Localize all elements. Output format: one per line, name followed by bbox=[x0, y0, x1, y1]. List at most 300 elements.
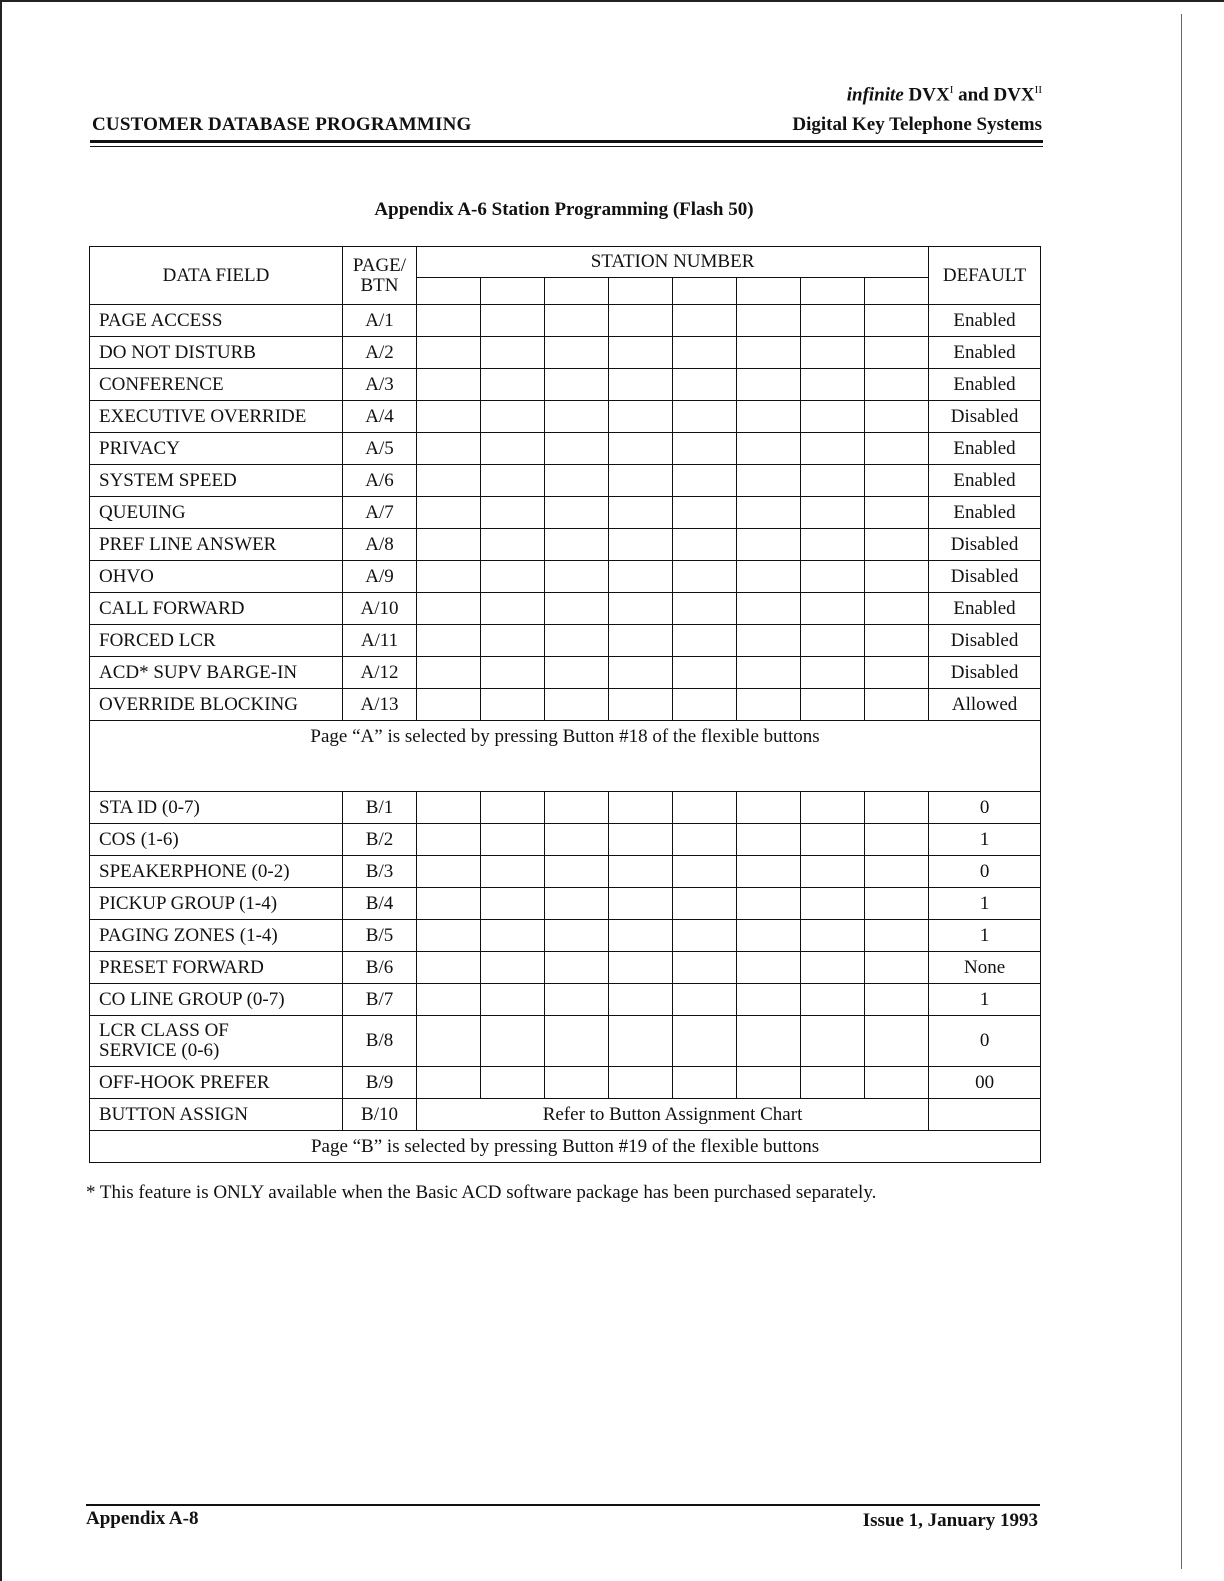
station-cell[interactable] bbox=[801, 1067, 865, 1099]
station-cell[interactable] bbox=[417, 984, 481, 1016]
station-cell[interactable] bbox=[865, 657, 929, 689]
table-row bbox=[90, 984, 1041, 1016]
field-cell: ACD* SUPV BARGE-IN bbox=[90, 657, 343, 689]
default-cell: 0 bbox=[929, 856, 1041, 888]
station-cell[interactable] bbox=[673, 433, 737, 465]
station-cell[interactable] bbox=[545, 401, 609, 433]
page-a-rows bbox=[90, 305, 1041, 721]
station-cell[interactable] bbox=[673, 465, 737, 497]
field-cell: STA ID (0-7) bbox=[90, 792, 343, 824]
station-cell[interactable] bbox=[481, 1067, 545, 1099]
station-cell[interactable] bbox=[545, 305, 609, 337]
col-station-number: STATION NUMBER bbox=[417, 247, 929, 278]
station-cell[interactable] bbox=[481, 593, 545, 625]
station-cell[interactable] bbox=[801, 593, 865, 625]
page-cell: A/4 bbox=[343, 401, 417, 433]
product-dvx2: and DVX bbox=[958, 84, 1035, 106]
station-cell[interactable] bbox=[545, 337, 609, 369]
station-cell[interactable] bbox=[609, 465, 673, 497]
station-cell[interactable] bbox=[865, 888, 929, 920]
station-cell[interactable] bbox=[417, 401, 481, 433]
station-cell[interactable] bbox=[609, 984, 673, 1016]
station-cell[interactable] bbox=[865, 856, 929, 888]
station-cell[interactable] bbox=[801, 401, 865, 433]
station-cell[interactable] bbox=[417, 1067, 481, 1099]
product-dvx1: DVX bbox=[908, 84, 950, 106]
page-cell: A/2 bbox=[343, 337, 417, 369]
station-cell[interactable] bbox=[865, 278, 929, 305]
field-cell: OFF-HOOK PREFER bbox=[90, 1067, 343, 1099]
field-cell: PAGING ZONES (1-4) bbox=[90, 920, 343, 952]
station-cell[interactable] bbox=[545, 856, 609, 888]
station-cell[interactable] bbox=[673, 401, 737, 433]
station-cell[interactable] bbox=[737, 1016, 801, 1067]
station-cell[interactable] bbox=[481, 888, 545, 920]
station-cell[interactable] bbox=[801, 952, 865, 984]
station-cell[interactable] bbox=[865, 952, 929, 984]
station-cell[interactable] bbox=[609, 824, 673, 856]
station-cell[interactable] bbox=[609, 856, 673, 888]
station-cell[interactable] bbox=[609, 561, 673, 593]
station-cell[interactable] bbox=[545, 625, 609, 657]
station-cell[interactable] bbox=[801, 689, 865, 721]
table-row bbox=[90, 369, 1041, 401]
station-cell[interactable] bbox=[673, 984, 737, 1016]
product-title bbox=[847, 84, 1042, 106]
station-cell[interactable] bbox=[801, 497, 865, 529]
station-cell[interactable] bbox=[417, 497, 481, 529]
station-cell[interactable] bbox=[481, 369, 545, 401]
station-cell[interactable] bbox=[545, 792, 609, 824]
page-cell: B/4 bbox=[343, 888, 417, 920]
station-cell[interactable] bbox=[673, 278, 737, 305]
station-cell[interactable] bbox=[865, 433, 929, 465]
footer-page-label: Appendix A-8 bbox=[86, 1508, 199, 1529]
station-cell[interactable] bbox=[737, 1067, 801, 1099]
station-cell[interactable] bbox=[737, 593, 801, 625]
station-cell[interactable] bbox=[481, 952, 545, 984]
station-cell[interactable] bbox=[801, 888, 865, 920]
station-cell[interactable] bbox=[609, 888, 673, 920]
station-cell[interactable] bbox=[609, 305, 673, 337]
station-cell[interactable] bbox=[545, 657, 609, 689]
default-cell: 1 bbox=[929, 920, 1041, 952]
station-cell[interactable] bbox=[417, 305, 481, 337]
page-b-rows bbox=[90, 792, 1041, 1016]
page-title: Appendix A-6 Station Programming (Flash 50) bbox=[374, 199, 754, 220]
station-cell[interactable] bbox=[417, 856, 481, 888]
station-cell[interactable] bbox=[609, 433, 673, 465]
station-cell[interactable] bbox=[481, 920, 545, 952]
station-cell[interactable] bbox=[737, 401, 801, 433]
station-cell[interactable] bbox=[865, 1067, 929, 1099]
station-cell[interactable] bbox=[673, 888, 737, 920]
station-cell[interactable] bbox=[673, 305, 737, 337]
station-cell[interactable] bbox=[865, 824, 929, 856]
station-cell[interactable] bbox=[609, 792, 673, 824]
station-cell[interactable] bbox=[737, 952, 801, 984]
table-header bbox=[90, 247, 1041, 305]
station-cell[interactable] bbox=[481, 337, 545, 369]
default-cell: Allowed bbox=[929, 689, 1041, 721]
default-cell: Enabled bbox=[929, 433, 1041, 465]
station-cell[interactable] bbox=[865, 984, 929, 1016]
field-cell: PAGE ACCESS bbox=[90, 305, 343, 337]
page-b-note: Page “B” is selected by pressing Button #19 of the flexible buttons bbox=[90, 1131, 1041, 1163]
table-row bbox=[90, 593, 1041, 625]
page-cell: A/3 bbox=[343, 369, 417, 401]
table-row bbox=[90, 792, 1041, 824]
page-cell: B/10 bbox=[343, 1099, 417, 1131]
station-cell[interactable] bbox=[481, 401, 545, 433]
station-cell[interactable] bbox=[417, 278, 481, 305]
page-cell: A/13 bbox=[343, 689, 417, 721]
page-cell: B/6 bbox=[343, 952, 417, 984]
station-cell[interactable] bbox=[673, 1067, 737, 1099]
station-cell[interactable] bbox=[609, 337, 673, 369]
page-cell: A/11 bbox=[343, 625, 417, 657]
station-cell[interactable] bbox=[609, 952, 673, 984]
station-cell[interactable] bbox=[417, 689, 481, 721]
station-cell[interactable] bbox=[865, 529, 929, 561]
station-cell[interactable] bbox=[737, 888, 801, 920]
table-row bbox=[90, 561, 1041, 593]
default-cell: Disabled bbox=[929, 529, 1041, 561]
station-cell[interactable] bbox=[481, 497, 545, 529]
station-cell[interactable] bbox=[737, 497, 801, 529]
station-cell[interactable] bbox=[673, 561, 737, 593]
station-cell[interactable] bbox=[801, 984, 865, 1016]
header-rule bbox=[90, 140, 1043, 143]
table-row bbox=[90, 401, 1041, 433]
station-cell[interactable] bbox=[673, 529, 737, 561]
page-cell: A/8 bbox=[343, 529, 417, 561]
table-row bbox=[90, 1067, 1041, 1099]
station-cell[interactable] bbox=[865, 305, 929, 337]
station-cell[interactable] bbox=[737, 433, 801, 465]
station-cell[interactable] bbox=[481, 529, 545, 561]
station-cell[interactable] bbox=[545, 369, 609, 401]
station-cell[interactable] bbox=[417, 657, 481, 689]
station-cell[interactable] bbox=[417, 433, 481, 465]
station-cell[interactable] bbox=[673, 593, 737, 625]
station-cell[interactable] bbox=[609, 1067, 673, 1099]
page-border-top bbox=[0, 0, 1224, 2]
station-cell[interactable] bbox=[545, 1016, 609, 1067]
table-row bbox=[90, 657, 1041, 689]
station-cell[interactable] bbox=[481, 625, 545, 657]
station-cell[interactable] bbox=[417, 824, 481, 856]
station-cell[interactable] bbox=[417, 369, 481, 401]
col-page-btn bbox=[343, 247, 417, 305]
station-cell[interactable] bbox=[801, 920, 865, 952]
footer-rule bbox=[86, 1504, 1040, 1506]
section-title: CUSTOMER DATABASE PROGRAMMING bbox=[92, 114, 472, 135]
station-cell[interactable] bbox=[865, 593, 929, 625]
station-cell[interactable] bbox=[545, 888, 609, 920]
station-cell[interactable] bbox=[609, 529, 673, 561]
station-cell[interactable] bbox=[865, 792, 929, 824]
default-cell: Enabled bbox=[929, 369, 1041, 401]
station-cell[interactable] bbox=[737, 689, 801, 721]
page-cell: B/9 bbox=[343, 1067, 417, 1099]
default-cell: Enabled bbox=[929, 465, 1041, 497]
page-cell: A/7 bbox=[343, 497, 417, 529]
station-cell[interactable] bbox=[673, 856, 737, 888]
field-cell: COS (1-6) bbox=[90, 824, 343, 856]
station-cell[interactable] bbox=[545, 529, 609, 561]
station-cell[interactable] bbox=[545, 689, 609, 721]
station-cell[interactable] bbox=[417, 337, 481, 369]
station-programming-table bbox=[89, 246, 1041, 1163]
default-cell: Enabled bbox=[929, 497, 1041, 529]
station-cell[interactable] bbox=[801, 278, 865, 305]
station-cell[interactable] bbox=[801, 625, 865, 657]
table-row bbox=[90, 920, 1041, 952]
station-cell[interactable] bbox=[865, 561, 929, 593]
page-a-note: Page “A” is selected by pressing Button #18 of the flexible buttons bbox=[90, 721, 1041, 792]
table-row bbox=[90, 1016, 1041, 1067]
station-cell[interactable] bbox=[481, 792, 545, 824]
field-cell: EXECUTIVE OVERRIDE bbox=[90, 401, 343, 433]
field-cell: DO NOT DISTURB bbox=[90, 337, 343, 369]
field-cell: PICKUP GROUP (1-4) bbox=[90, 888, 343, 920]
table-row bbox=[90, 337, 1041, 369]
default-cell: None bbox=[929, 952, 1041, 984]
table-row bbox=[90, 497, 1041, 529]
station-cell[interactable] bbox=[609, 920, 673, 952]
station-cell[interactable] bbox=[609, 278, 673, 305]
station-cell[interactable] bbox=[865, 625, 929, 657]
default-cell: 0 bbox=[929, 1016, 1041, 1067]
station-cell[interactable] bbox=[481, 657, 545, 689]
station-cell[interactable] bbox=[801, 561, 865, 593]
page-cell: B/7 bbox=[343, 984, 417, 1016]
station-cell[interactable] bbox=[545, 497, 609, 529]
field-cell: CO LINE GROUP (0-7) bbox=[90, 984, 343, 1016]
page-cell: B/5 bbox=[343, 920, 417, 952]
field-cell: FORCED LCR bbox=[90, 625, 343, 657]
station-cell[interactable] bbox=[673, 625, 737, 657]
default-cell: 1 bbox=[929, 888, 1041, 920]
station-cell[interactable] bbox=[481, 433, 545, 465]
product-sup1: I bbox=[949, 84, 954, 96]
station-cell[interactable] bbox=[737, 920, 801, 952]
default-cell: Enabled bbox=[929, 337, 1041, 369]
station-cell[interactable] bbox=[801, 856, 865, 888]
station-cell[interactable] bbox=[417, 888, 481, 920]
station-cell[interactable] bbox=[545, 278, 609, 305]
station-cell[interactable] bbox=[417, 593, 481, 625]
station-cell[interactable] bbox=[737, 625, 801, 657]
station-cell[interactable] bbox=[865, 497, 929, 529]
lcr-field-cell bbox=[90, 1016, 343, 1067]
default-cell: 0 bbox=[929, 792, 1041, 824]
page-cell: B/2 bbox=[343, 824, 417, 856]
page-border-left bbox=[0, 0, 2, 1581]
page-cell: B/8 bbox=[343, 1016, 417, 1067]
binding-rule bbox=[1181, 14, 1182, 1569]
station-cell[interactable] bbox=[481, 561, 545, 593]
col-default: DEFAULT bbox=[929, 247, 1041, 305]
station-cell[interactable] bbox=[737, 856, 801, 888]
table-row bbox=[90, 888, 1041, 920]
field-cell: BUTTON ASSIGN bbox=[90, 1099, 343, 1131]
station-cell[interactable] bbox=[417, 465, 481, 497]
station-cell[interactable] bbox=[801, 465, 865, 497]
station-cell[interactable] bbox=[609, 1016, 673, 1067]
table-row bbox=[90, 824, 1041, 856]
station-cell[interactable] bbox=[865, 689, 929, 721]
station-cell[interactable] bbox=[865, 337, 929, 369]
station-cell[interactable] bbox=[737, 657, 801, 689]
field-cell: PREF LINE ANSWER bbox=[90, 529, 343, 561]
station-cell[interactable] bbox=[865, 465, 929, 497]
default-cell[interactable] bbox=[929, 1099, 1041, 1131]
default-cell: Enabled bbox=[929, 305, 1041, 337]
table-row bbox=[90, 433, 1041, 465]
station-cell[interactable] bbox=[481, 1016, 545, 1067]
station-cell[interactable] bbox=[737, 305, 801, 337]
station-cell[interactable] bbox=[673, 1016, 737, 1067]
station-cell[interactable] bbox=[865, 401, 929, 433]
lcr-field-line2: SERVICE (0-6) bbox=[99, 1040, 220, 1061]
field-cell: OHVO bbox=[90, 561, 343, 593]
table-row bbox=[90, 689, 1041, 721]
station-cell[interactable] bbox=[609, 689, 673, 721]
station-cell[interactable] bbox=[481, 689, 545, 721]
station-cell[interactable] bbox=[737, 529, 801, 561]
station-cell[interactable] bbox=[609, 657, 673, 689]
page-b-extra-rows bbox=[90, 1016, 1041, 1163]
page-cell: A/12 bbox=[343, 657, 417, 689]
table-row bbox=[90, 529, 1041, 561]
col-data-field: DATA FIELD bbox=[90, 247, 343, 305]
station-cell[interactable] bbox=[609, 625, 673, 657]
field-cell: CONFERENCE bbox=[90, 369, 343, 401]
field-cell: PRIVACY bbox=[90, 433, 343, 465]
station-cell[interactable] bbox=[481, 278, 545, 305]
default-cell: Disabled bbox=[929, 561, 1041, 593]
station-cell[interactable] bbox=[801, 369, 865, 401]
station-cell[interactable] bbox=[801, 1016, 865, 1067]
default-cell: 00 bbox=[929, 1067, 1041, 1099]
station-cell[interactable] bbox=[417, 1016, 481, 1067]
station-cell[interactable] bbox=[481, 984, 545, 1016]
station-cell[interactable] bbox=[737, 824, 801, 856]
page-a-note-section bbox=[90, 721, 1041, 792]
station-cell[interactable] bbox=[673, 337, 737, 369]
station-cell[interactable] bbox=[865, 369, 929, 401]
default-cell: 1 bbox=[929, 824, 1041, 856]
station-cell[interactable] bbox=[545, 952, 609, 984]
station-cell[interactable] bbox=[481, 824, 545, 856]
station-cell[interactable] bbox=[417, 952, 481, 984]
page-cell: B/3 bbox=[343, 856, 417, 888]
station-cell[interactable] bbox=[417, 625, 481, 657]
station-cell[interactable] bbox=[609, 401, 673, 433]
station-cell[interactable] bbox=[673, 952, 737, 984]
station-cell[interactable] bbox=[545, 984, 609, 1016]
station-cell[interactable] bbox=[545, 920, 609, 952]
product-subtitle: Digital Key Telephone Systems bbox=[792, 114, 1042, 135]
station-cell[interactable] bbox=[673, 792, 737, 824]
station-cell[interactable] bbox=[737, 278, 801, 305]
table-row bbox=[90, 952, 1041, 984]
station-cell[interactable] bbox=[609, 593, 673, 625]
brand-name: infinite bbox=[846, 84, 904, 106]
station-cell[interactable] bbox=[801, 824, 865, 856]
station-cell[interactable] bbox=[865, 1016, 929, 1067]
station-cell[interactable] bbox=[801, 792, 865, 824]
station-cell[interactable] bbox=[673, 824, 737, 856]
station-cell[interactable] bbox=[737, 984, 801, 1016]
station-cell[interactable] bbox=[481, 465, 545, 497]
station-cell[interactable] bbox=[801, 305, 865, 337]
station-cell[interactable] bbox=[737, 369, 801, 401]
station-cell[interactable] bbox=[609, 369, 673, 401]
station-cell[interactable] bbox=[417, 561, 481, 593]
station-cell[interactable] bbox=[609, 497, 673, 529]
station-cell[interactable] bbox=[545, 1067, 609, 1099]
default-cell: Disabled bbox=[929, 657, 1041, 689]
table-row bbox=[90, 856, 1041, 888]
station-cell[interactable] bbox=[545, 433, 609, 465]
station-cell[interactable] bbox=[801, 433, 865, 465]
station-cell[interactable] bbox=[545, 561, 609, 593]
page-cell: A/1 bbox=[343, 305, 417, 337]
station-cell[interactable] bbox=[865, 920, 929, 952]
station-cell[interactable] bbox=[673, 689, 737, 721]
button-assignment-note: Refer to Button Assignment Chart bbox=[417, 1099, 929, 1131]
page-cell: A/6 bbox=[343, 465, 417, 497]
station-cell[interactable] bbox=[737, 561, 801, 593]
default-cell: Enabled bbox=[929, 593, 1041, 625]
station-cell[interactable] bbox=[417, 529, 481, 561]
station-cell[interactable] bbox=[737, 337, 801, 369]
station-cell[interactable] bbox=[801, 337, 865, 369]
footer-issue: Issue 1, January 1993 bbox=[862, 1510, 1038, 1531]
col-btn-label: BTN bbox=[360, 274, 399, 296]
header-rule-thin bbox=[90, 146, 1043, 147]
table-row bbox=[90, 465, 1041, 497]
station-cell[interactable] bbox=[673, 920, 737, 952]
col-page-label: PAGE/ bbox=[352, 254, 407, 276]
field-cell: QUEUING bbox=[90, 497, 343, 529]
station-cell[interactable] bbox=[481, 305, 545, 337]
page-cell: A/5 bbox=[343, 433, 417, 465]
field-cell: OVERRIDE BLOCKING bbox=[90, 689, 343, 721]
default-cell: Disabled bbox=[929, 401, 1041, 433]
station-cell[interactable] bbox=[545, 824, 609, 856]
station-cell[interactable] bbox=[673, 497, 737, 529]
station-cell[interactable] bbox=[737, 465, 801, 497]
page-cell: A/10 bbox=[343, 593, 417, 625]
field-cell: CALL FORWARD bbox=[90, 593, 343, 625]
table-row bbox=[90, 625, 1041, 657]
station-cell[interactable] bbox=[801, 657, 865, 689]
station-cell[interactable] bbox=[801, 529, 865, 561]
station-cell[interactable] bbox=[545, 465, 609, 497]
station-cell[interactable] bbox=[673, 369, 737, 401]
station-cell[interactable] bbox=[417, 920, 481, 952]
station-cell[interactable] bbox=[673, 657, 737, 689]
station-cell[interactable] bbox=[417, 792, 481, 824]
table-row bbox=[90, 305, 1041, 337]
station-cell[interactable] bbox=[481, 856, 545, 888]
station-cell[interactable] bbox=[737, 792, 801, 824]
station-cell[interactable] bbox=[545, 593, 609, 625]
